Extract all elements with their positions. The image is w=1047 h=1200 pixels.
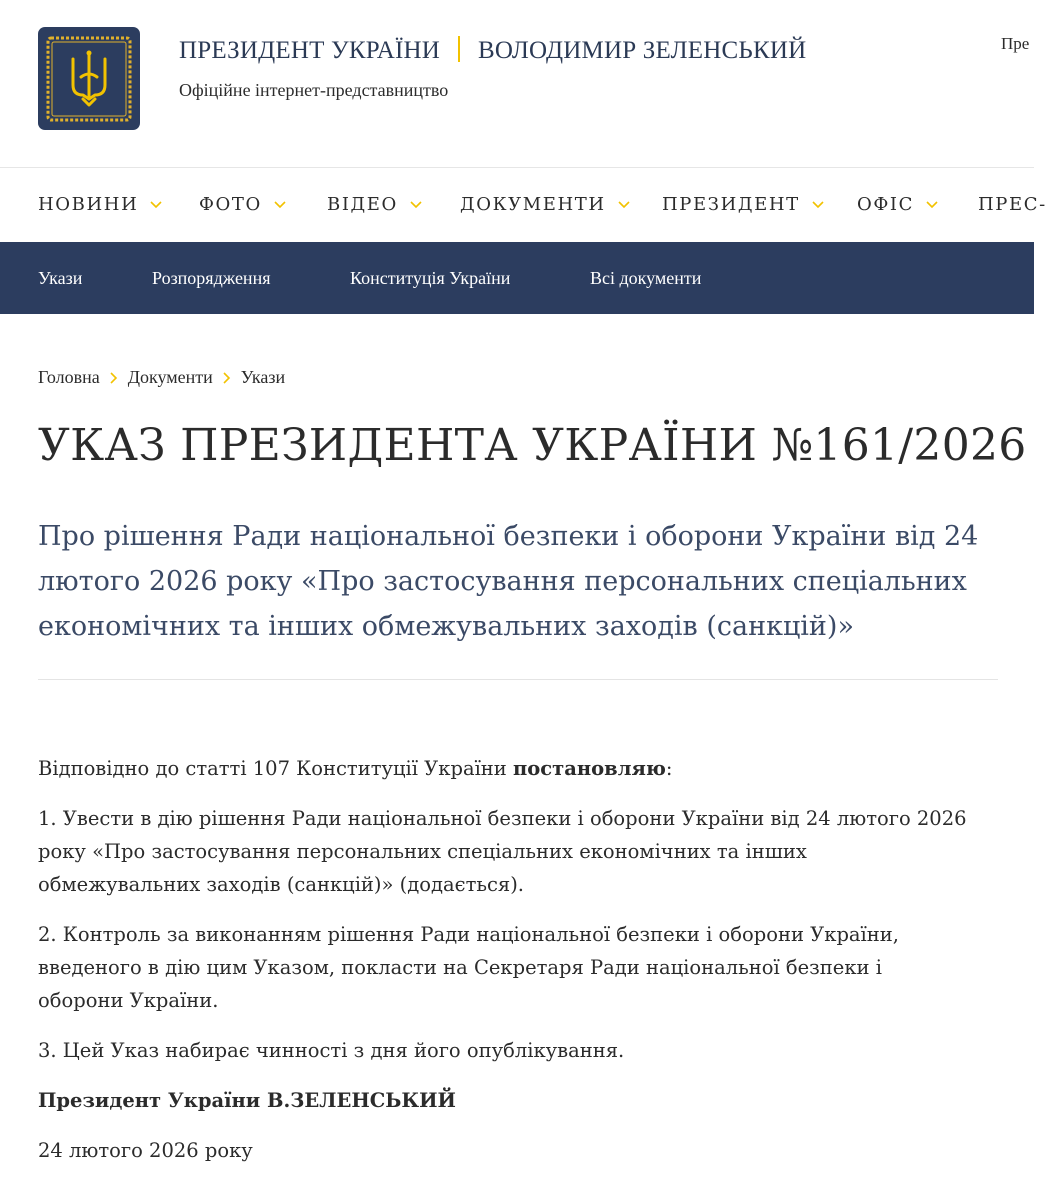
nav-item-label: ПРЕС- [978, 194, 1047, 215]
breadcrumb-decrees[interactable]: Укази [240, 367, 286, 387]
nav-item-news[interactable] [38, 194, 162, 215]
sub-nav-all-documents[interactable]: Всі документи [590, 268, 702, 288]
intro-bold: постановляю [513, 757, 666, 780]
nav-item-label: ДОКУМЕНТИ [460, 194, 606, 215]
nav-item-label: ОФІС [857, 194, 914, 215]
signature [38, 1084, 968, 1117]
breadcrumb-home[interactable]: Головна [38, 367, 100, 387]
chevron-down-icon [150, 201, 162, 209]
page-title: УКАЗ ПРЕЗИДЕНТА УКРАЇНИ №161/2026 [38, 420, 1027, 471]
paragraph-1: 1. Увести в дію рішення Ради національної безпеки і оборони України від 24 лютого 2026 року «Про застосування персональних спеціальних економічних та інших обмежувальних заходів (санкцій)» (додається). [38, 807, 967, 896]
nav-item-office[interactable] [857, 194, 938, 215]
intro-colon: : [665, 757, 673, 780]
signature-text: Президент України В.ЗЕЛЕНСЬКИЙ [38, 1089, 456, 1112]
breadcrumb-documents[interactable]: Документи [127, 367, 213, 387]
paragraph-3: 3. Цей Указ набирає чинності з дня його опублікування. [38, 1039, 625, 1062]
chevron-down-icon [926, 201, 938, 209]
chevron-right-icon [223, 372, 231, 384]
nav-item-documents[interactable] [460, 194, 630, 215]
site-title-name: ВОЛОДИМИР ЗЕЛЕНСЬКИЙ [477, 37, 807, 64]
sub-nav-orders[interactable]: Розпорядження [152, 268, 271, 288]
title-separator [458, 36, 460, 62]
site-header [0, 0, 1034, 168]
site-subtitle: Офіційне інтернет-представництво [179, 80, 449, 100]
site-title-president: ПРЕЗИДЕНТ УКРАЇНИ [179, 37, 440, 64]
chevron-down-icon [410, 201, 422, 209]
language-switch-link[interactable]: Пре [1001, 34, 1030, 53]
nav-item-press[interactable] [978, 194, 1047, 215]
sub-nav-decrees[interactable]: Укази [38, 268, 83, 288]
site-title[interactable] [179, 36, 806, 65]
documents-sub-nav [0, 242, 1034, 314]
nav-item-label: ВІДЕО [327, 194, 398, 215]
divider [38, 679, 998, 680]
intro-paragraph [38, 752, 968, 785]
chevron-down-icon [618, 201, 630, 209]
chevron-right-icon [110, 372, 118, 384]
nav-item-video[interactable] [327, 194, 422, 215]
chevron-down-icon [274, 201, 286, 209]
breadcrumb [38, 367, 285, 388]
nav-item-label: ПРЕЗИДЕНТ [662, 194, 800, 215]
document-date: 24 лютого 2026 року [38, 1139, 253, 1162]
trident-emblem-icon [43, 33, 135, 125]
document-subtitle: Про рішення Ради національної безпеки і оборони України від 24 лютого 2026 року «Про застосування персональних спеціальних економічних та інших обмежувальних заходів (санкцій)» [38, 521, 979, 642]
nav-item-label: ФОТО [199, 194, 262, 215]
document-body [38, 752, 968, 1184]
nav-item-label: НОВИНИ [38, 194, 139, 215]
sub-nav-constitution[interactable]: Конституція України [350, 268, 511, 288]
nav-item-president[interactable] [662, 194, 824, 215]
intro-text: Відповідно до статті 107 Конституції України [38, 757, 513, 780]
main-nav [0, 168, 1047, 242]
paragraph-2: 2. Контроль за виконанням рішення Ради національної безпеки і оборони України, введеного в дію цим Указом, покласти на Секретаря Ради національної безпеки і оборони України. [38, 923, 899, 1012]
nav-item-photo[interactable] [199, 194, 286, 215]
site-logo[interactable] [38, 27, 140, 130]
chevron-down-icon [812, 201, 824, 209]
